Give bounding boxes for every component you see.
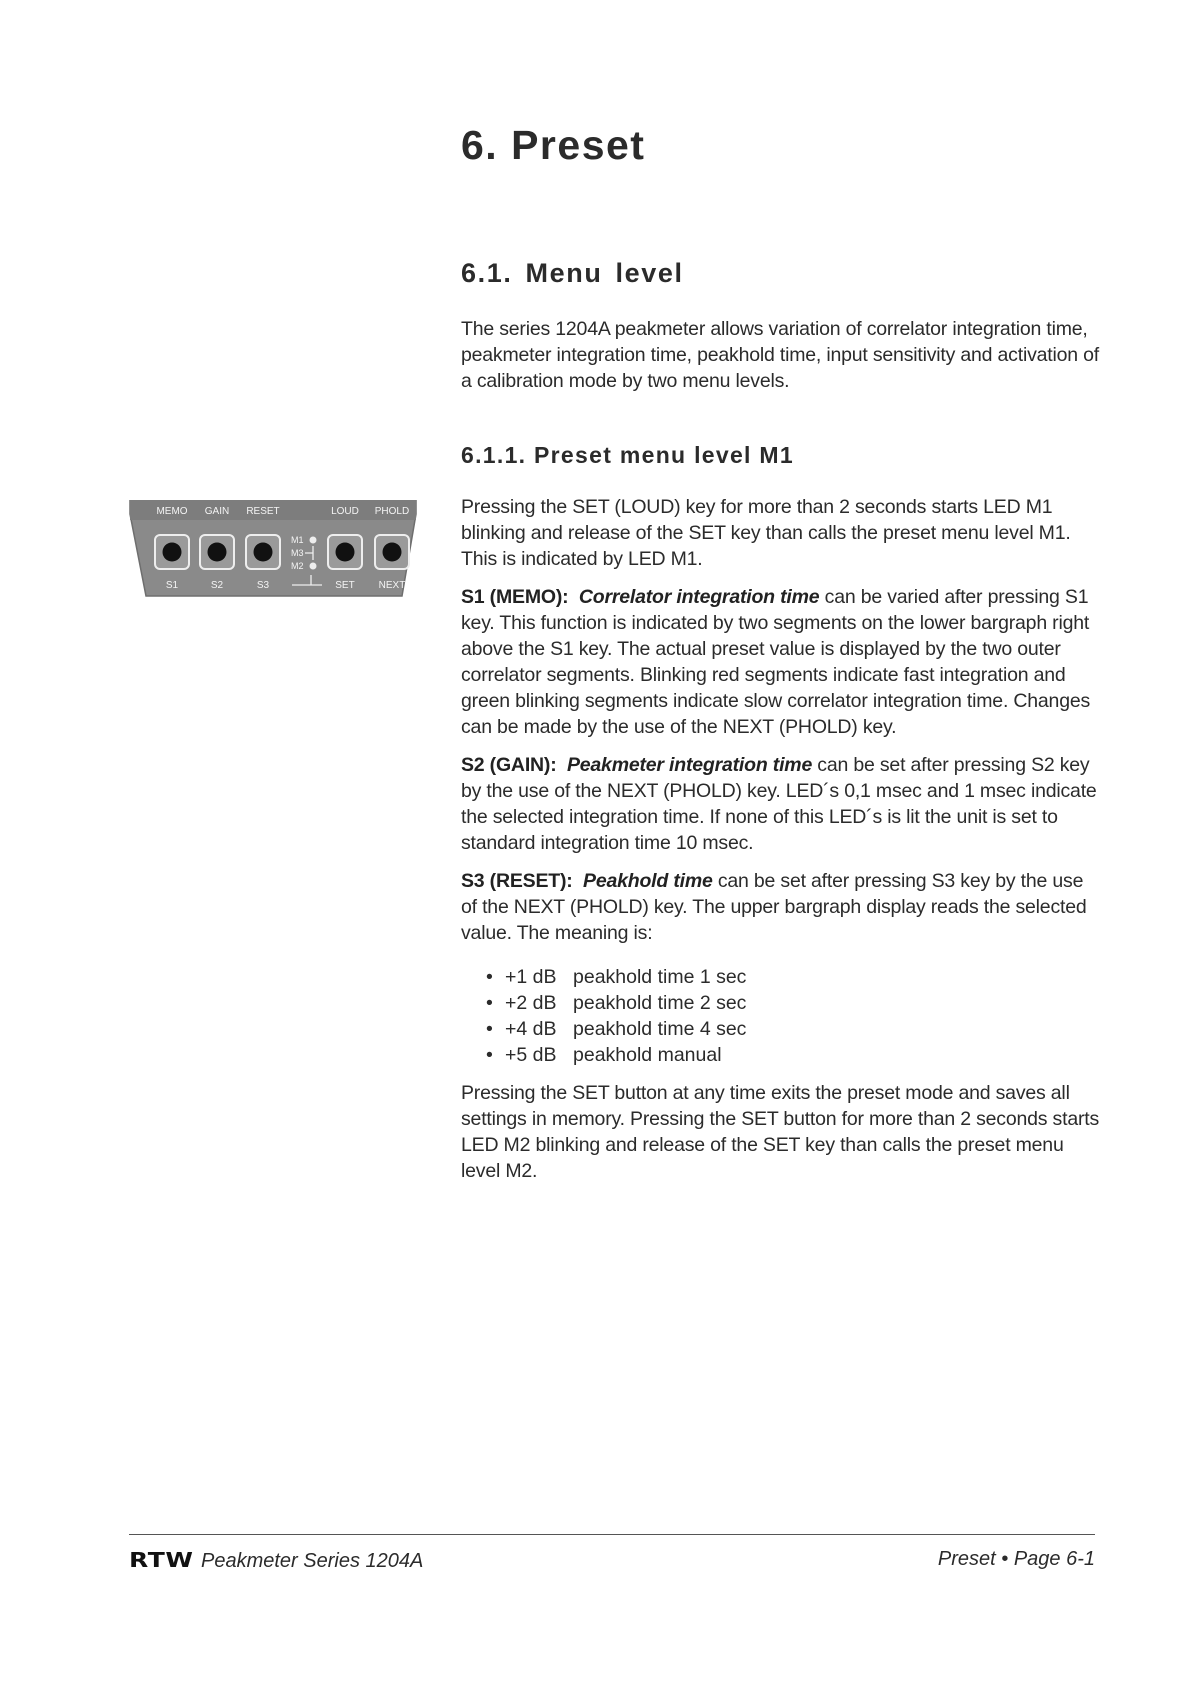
panel-label-next: NEXT [378, 580, 406, 591]
panel-label-s3: S3 [256, 580, 270, 591]
closing-paragraph: Pressing the SET button at any time exits the preset mode and saves all settings in memory. Pressing the SET button for more than 2 seconds starts LED M2 blinking and release of the SET key than calls the preset menu level M2. [461, 1082, 1100, 1182]
key-s2 [200, 535, 234, 569]
list-item: • +4 dB peakhold time 4 sec [486, 1018, 747, 1040]
key-s3 [246, 535, 280, 569]
s2-paragraph [461, 752, 1101, 856]
page-heading: 6. Preset [461, 122, 646, 168]
key-s1 [155, 535, 189, 569]
s2-text: can be set after pressing S2 key by the use of the NEXT (PHOLD) key. LED´s 0,1 msec and 1 msec indicate the selected integration time. If none of this LED´s is lit the unit is set to standard integration time 10 msec. [461, 754, 1097, 854]
rtw-logo: RTW [129, 1548, 194, 1572]
s1-text: can be varied after pressing S1 key. This function is indicated by two segments on the lower bargraph right above the S1 key. The actual preset value is displayed by the two outer correlator segments. Blinking red segments indicate fast integration and green blinking segments indicate slow correlator integration time. Changes can be made by the use of the NEXT (PHOLD) key. [461, 586, 1091, 738]
led-label-m2: M2 [291, 561, 304, 571]
led-label-m3: M3 [291, 548, 304, 558]
panel-label-s1: S1 [165, 580, 179, 591]
footer-page-number: Preset • Page 6-1 [937, 1548, 1095, 1570]
led-m2 [310, 563, 317, 570]
panel-label-s2: S2 [210, 580, 224, 591]
s3-label: S3 (RESET): [461, 870, 573, 892]
panel-label-set: SET [335, 580, 355, 591]
key-next [375, 535, 409, 569]
m1-paragraph: Pressing the SET (LOUD) key for more than 2 seconds starts LED M1 blinking and release of the SET key than calls the preset menu level M1. This is indicated by LED M1. [461, 496, 1071, 570]
key-set [328, 535, 362, 569]
section-heading: 6.1. Menu level [461, 258, 684, 288]
panel-label-gain: GAIN [204, 506, 230, 517]
footer-divider [129, 1534, 1095, 1535]
subsection-heading: 6.1.1. Preset menu level M1 [461, 442, 794, 468]
list-item: • +5 dB peakhold manual [486, 1044, 722, 1066]
key-panel-illustration [128, 500, 418, 605]
s1-label: S1 (MEMO): [461, 586, 569, 608]
panel-label-memo: MEMO [156, 506, 188, 517]
s1-paragraph [461, 584, 1101, 740]
s2-term: Peakmeter integration time [566, 754, 813, 776]
intro-paragraph: The series 1204A peakmeter allows variation of correlator integration time, peakmeter integration time, peakhold time, input sensitivity and activation of a calibration mode by two menu levels. [461, 318, 1100, 392]
s2-label: S2 (GAIN): [461, 754, 557, 776]
led-m1 [310, 537, 317, 544]
s3-paragraph [461, 868, 1101, 946]
list-item: • +2 dB peakhold time 2 sec [486, 992, 747, 1014]
key-panel-graphic [128, 500, 418, 600]
panel-label-loud: LOUD [331, 506, 359, 517]
footer-product: Peakmeter Series 1204A [201, 1550, 424, 1572]
s3-term: Peakhold time [583, 870, 713, 892]
footer-left [129, 1548, 423, 1573]
panel-label-phold: PHOLD [374, 506, 410, 517]
s3-text: can be set after pressing S3 key by the use of the NEXT (PHOLD) key. The upper bargraph display reads the selected value. The meaning is: [461, 870, 1087, 944]
s1-term: Correlator integration time [578, 586, 820, 608]
led-label-m1: M1 [291, 535, 304, 545]
peakhold-list [486, 964, 746, 1068]
list-item: • +1 dB peakhold time 1 sec [486, 966, 747, 988]
panel-label-reset: RESET [246, 506, 280, 517]
